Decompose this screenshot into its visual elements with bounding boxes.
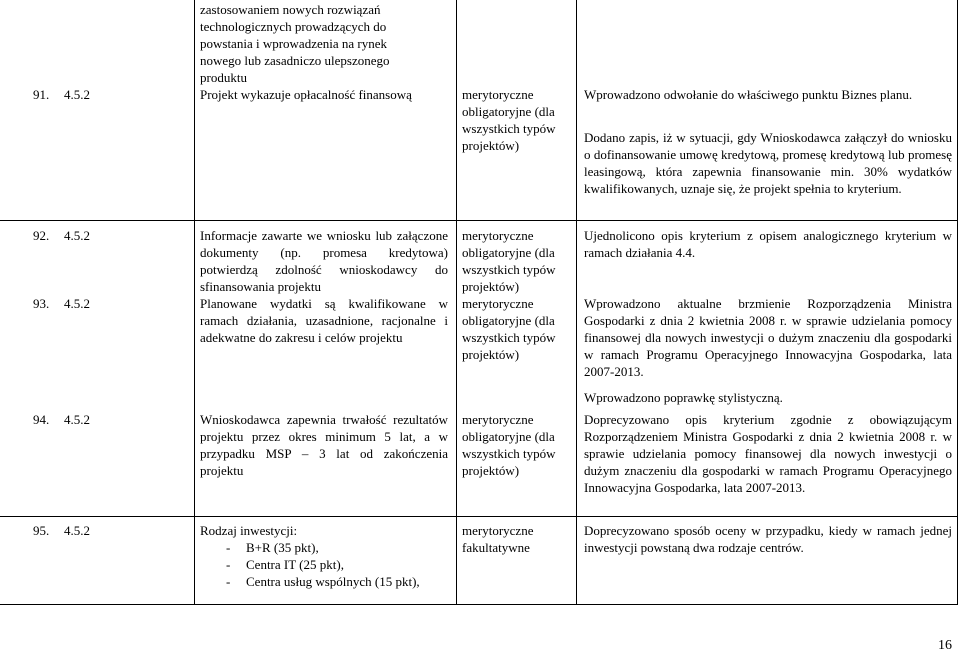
continuation-line: zastosowaniem nowych rozwiązań: [200, 2, 381, 17]
change-description: Doprecyzowano opis kryterium zgodnie z obowiązującym Rozporządzeniem Ministra Gospodarki z dnia 2 kwietnia 2008 r. w sprawie udzielania pomocy finansowej dla nowych inwestycji o dużym znaczeniu dla gospodarki w ramach Programu Operacyjnego Innowacyjna Gospodarka, lata 2007-2013.: [584, 412, 952, 495]
continuation-line: nowego lub zasadniczo ulepszonego: [200, 53, 390, 68]
criterion-list-item: [226, 556, 450, 573]
list-item-text: B+R (35 pkt),: [246, 540, 319, 555]
criterion-type: merytoryczne obligatoryjne (dla wszystkich typów projektów): [462, 87, 556, 153]
continuation-line: produktu: [200, 70, 247, 85]
criterion-block: [200, 522, 450, 590]
row-divider-94-95: [0, 516, 958, 517]
row-divider-91-92: [0, 220, 958, 221]
change-description: Wprowadzono aktualne brzmienie Rozporządzenia Ministra Gospodarki z dnia 2 kwietnia 2008 r. w sprawie udzielania pomocy finansowej dla nowych inwestycji o dużym znaczeniu dla gospodarki w ramach Programu Operacyjnego Innowacyjna Gospodarka, lata 2007-2013.: [584, 296, 952, 379]
row-section: 4.5.2: [64, 412, 90, 427]
criterion-type: merytoryczne fakultatywne: [462, 523, 534, 555]
row-number: 93.: [33, 296, 50, 311]
bullet-dash: -: [226, 540, 231, 555]
row-section: 4.5.2: [64, 296, 90, 311]
row-section: 4.5.2: [64, 228, 90, 243]
criterion-list-item: [226, 539, 450, 556]
table-border-left: [194, 0, 195, 604]
row-section: 4.5.2: [64, 523, 90, 538]
continuation-line: powstania i wprowadzenia na rynek: [200, 36, 387, 51]
continuation-line: technologicznych prowadzących do: [200, 19, 387, 34]
bullet-dash: -: [226, 557, 231, 572]
table-bottom: [0, 604, 958, 605]
criterion-continuation: [200, 1, 448, 86]
list-item-text: Centra usług wspólnych (15 pkt),: [246, 574, 420, 589]
table-border-type-changes: [576, 0, 577, 604]
row-number: 94.: [33, 412, 50, 427]
criterion-text: Informacje zawarte we wniosku lub załączone dokumenty (np. promesa kredytowa) potwierdzą zdolność wnioskodawcy do sfinansowania projektu: [200, 228, 448, 294]
row-section: 4.5.2: [64, 87, 90, 102]
row-number: 91.: [33, 87, 50, 102]
change-description: Ujednolicono opis kryterium z opisem analogicznego kryterium w ramach działania 4.4.: [584, 228, 952, 260]
criterion-text: Rodzaj inwestycji:: [200, 523, 298, 538]
change-description: Doprecyzowano sposób oceny w przypadku, kiedy w ramach jednej inwestycji powstaną dwa rodzaje centrów.: [584, 523, 952, 555]
change-description: Wprowadzono poprawkę stylistyczną.: [584, 390, 783, 405]
criterion-type: merytoryczne obligatoryjne (dla wszystkich typów projektów): [462, 412, 556, 478]
row-number: 92.: [33, 228, 50, 243]
criterion-text: Planowane wydatki są kwalifikowane w ramach działania, uzasadnione, racjonalne i adekwatne do zakresu i celów projektu: [200, 296, 448, 345]
table-border-criterion-type: [456, 0, 457, 604]
criterion-type: merytoryczne obligatoryjne (dla wszystkich typów projektów): [462, 228, 556, 294]
page-number: 16: [938, 638, 952, 653]
criterion-type: merytoryczne obligatoryjne (dla wszystkich typów projektów): [462, 296, 556, 362]
criterion-text: Wnioskodawca zapewnia trwałość rezultatów projektu przez okres minimum 5 lat, a w przypadku MSP – 3 lat od zakończenia projektu: [200, 412, 448, 478]
criterion-list-item: [226, 573, 450, 590]
row-number: 95.: [33, 523, 50, 538]
table-border-right: [957, 0, 958, 604]
bullet-dash: -: [226, 574, 231, 589]
criterion-text: Projekt wykazuje opłacalność finansową: [200, 87, 412, 102]
change-description: Wprowadzono odwołanie do właściwego punktu Biznes planu.: [584, 87, 913, 102]
list-item-text: Centra IT (25 pkt),: [246, 557, 344, 572]
change-description: Dodano zapis, iż w sytuacji, gdy Wnioskodawca załączył do wniosku o dofinansowanie umowę kredytową, promesę kredytową lub promesę leasingową, która zapewnia finansowanie min. 30% wydatków kwalifikowanych, uznaje się, że projekt spełnia to kryterium.: [584, 130, 952, 196]
